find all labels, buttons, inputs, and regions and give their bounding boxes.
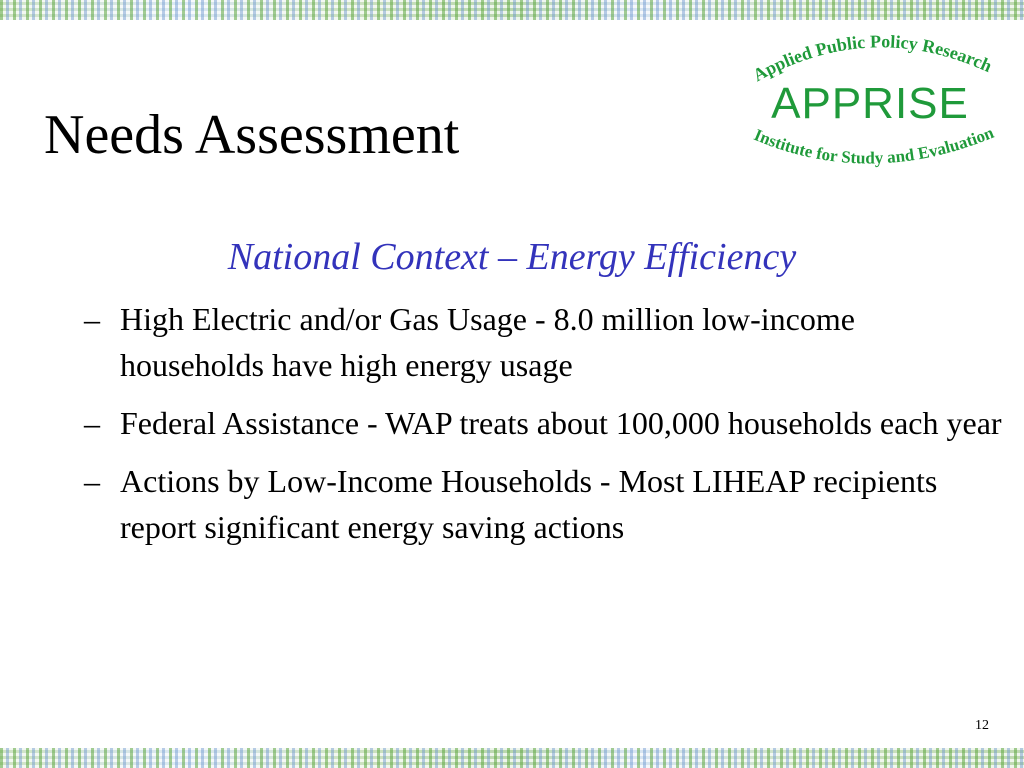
logo-arc-top-text: Applied Public Policy Research: [749, 31, 996, 86]
slide-subheading: National Context – Energy Efficiency: [227, 236, 797, 278]
bullet-item: [84, 400, 1004, 446]
logo-arc-bottom-text: Institute for Study and Evaluation: [751, 122, 997, 168]
bullet-marker: –: [84, 463, 100, 499]
bullet-text: Federal Assistance - WAP treats about 100,000 households each year: [120, 405, 1002, 441]
top-decorative-border: [0, 0, 1024, 20]
bottom-decorative-border: [0, 748, 1024, 768]
bullet-text: Actions by Low-Income Households - Most LIHEAP recipients report significant energy saving actions: [120, 463, 938, 545]
bullet-marker: –: [84, 301, 100, 337]
bullet-list: [84, 296, 1004, 562]
bullet-item: [84, 296, 1004, 388]
bullet-text: High Electric and/or Gas Usage - 8.0 million low-income households have high energy usage: [120, 301, 855, 383]
logo-name: APPRISE: [771, 79, 969, 128]
slide-title: Needs Assessment: [44, 104, 460, 166]
apprise-logo: [728, 24, 1012, 184]
bullet-marker: –: [84, 405, 100, 441]
bullet-item: [84, 458, 1004, 550]
page-number: 12: [975, 718, 989, 733]
